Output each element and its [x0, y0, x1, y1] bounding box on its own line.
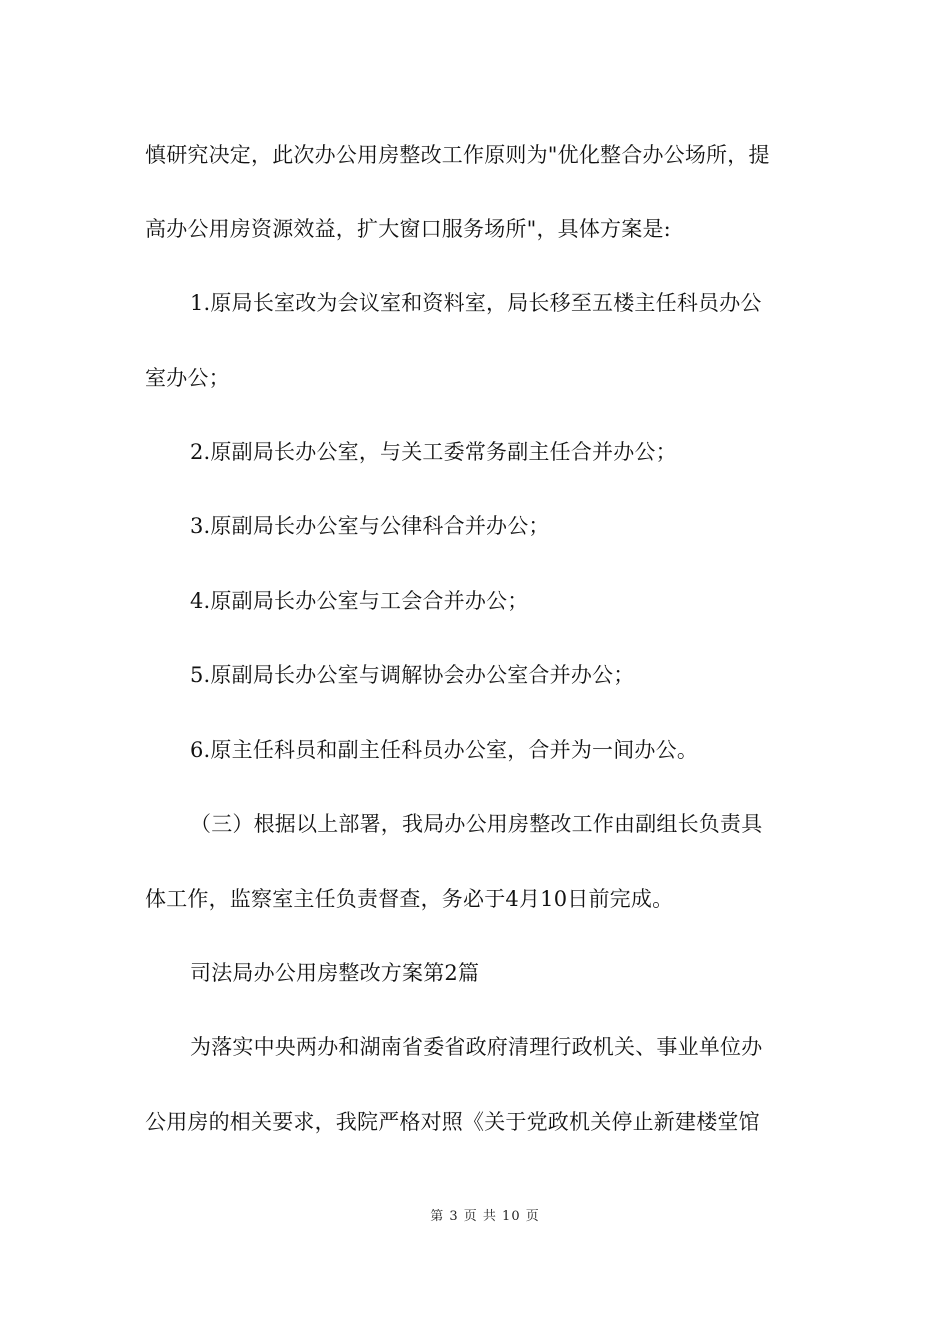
- list-item-line: 6.原主任科员和副主任科员办公室，合并为一间办公。: [190, 738, 699, 762]
- list-item-line: 3.原副局长办公室与公律科合并办公；: [190, 514, 550, 538]
- list-item-line: 4.原副局长办公室与工会合并办公；: [190, 589, 529, 613]
- paragraph-line: （三）根据以上部署，我局办公用房整改工作由副组长负责具: [190, 812, 763, 836]
- paragraph-line: 体工作，监察室主任负责督查，务必于4月10日前完成。: [145, 887, 674, 911]
- list-item-line: 1.原局长室改为会议室和资料室，局长移至五楼主任科员办公: [190, 291, 762, 315]
- list-item-line: 2.原副局长办公室，与关工委常务副主任合并办公；: [190, 440, 677, 464]
- paragraph-line: 为落实中央两办和湖南省委省政府清理行政机关、事业单位办: [190, 1035, 763, 1059]
- list-item-line: 5.原副局长办公室与调解协会办公室合并办公；: [190, 663, 635, 687]
- paragraph-line: 高办公用房资源效益，扩大窗口服务场所"，具体方案是:: [145, 217, 671, 241]
- page-number-footer: 第 3 页 共 10 页: [430, 1209, 540, 1224]
- list-item-line: 室办公；: [145, 366, 230, 390]
- section-heading: 司法局办公用房整改方案第2篇: [190, 961, 480, 985]
- paragraph-line: 慎研究决定，此次办公用房整改工作原则为"优化整合办公场所，提: [145, 143, 770, 167]
- paragraph-line: 公用房的相关要求，我院严格对照《关于党政机关停止新建楼堂馆: [145, 1110, 760, 1134]
